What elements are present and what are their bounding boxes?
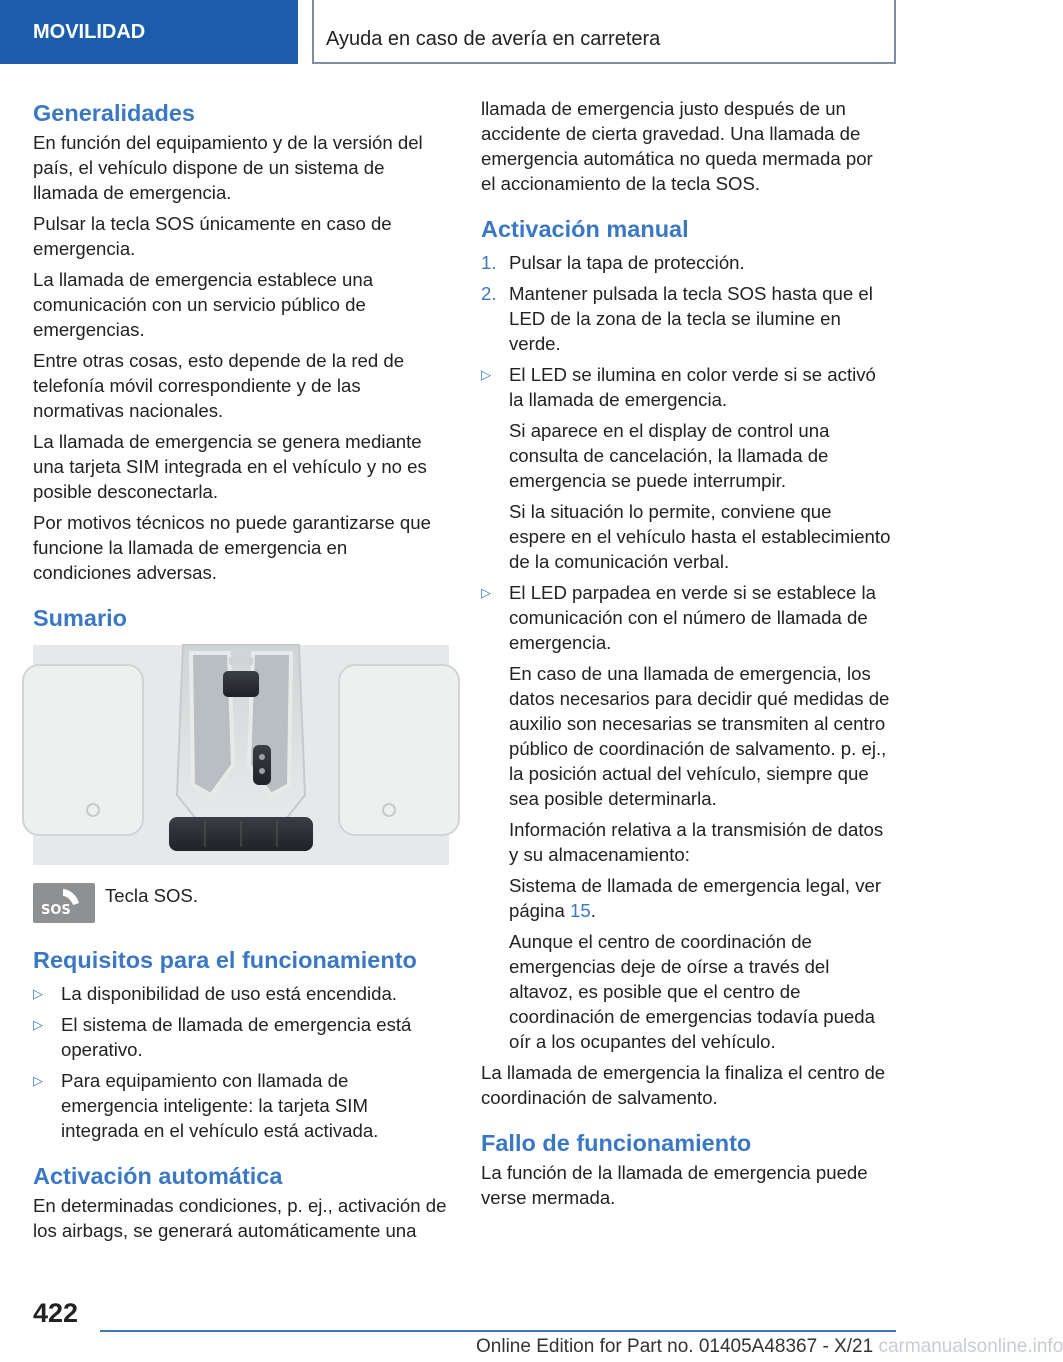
list-item (481, 362, 891, 574)
triangle-bullet-icon: ▷ (33, 1073, 43, 1088)
overhead-console-photo (33, 645, 449, 865)
footer-edition (476, 1336, 1063, 1358)
list-item (33, 1068, 449, 1143)
header-section-label: MOVILIDAD (33, 21, 146, 43)
heading-activacion-manual: Activación manual (481, 216, 689, 242)
heading-fallo-funcionamiento: Fallo de funcionamiento (481, 1130, 752, 1156)
list-item-subtext: Si aparece en el display de control una consulta de cancelación, la llamada de emergencia se puede interrumpir. (509, 420, 830, 491)
list-item-subtext (509, 873, 891, 923)
paragraph: La llamada de emergencia establece una comunicación con un servicio público de emergencias. (33, 269, 374, 340)
list-item (33, 1012, 449, 1062)
paragraph: La llamada de emergencia la finaliza el centro de coordinación de salvamento. (481, 1062, 886, 1108)
list-item-subtext: En caso de una llamada de emergencia, los datos necesarios para decidir qué medidas de auxilio son necesarias se transmiten al centro público de coordinación de salvamento. p. ej., la posición actual del vehículo, siempre que sea posible determinarla. (509, 663, 890, 809)
list-item-subtext: Información relativa a la transmisión de datos y su almacenamiento: (509, 819, 884, 865)
header-section-tab (0, 0, 298, 64)
step-item (481, 250, 891, 275)
paragraph: La función de la llamada de emergencia puede verse mermada. (481, 1162, 868, 1208)
step-item (481, 281, 891, 356)
list-item-text: La disponibilidad de uso está encendida. (61, 983, 397, 1004)
footer-edition-text: Online Edition for Part no. 01405A48367 - X/21 (476, 1336, 874, 1357)
heading-activacion-automatica: Activación automática (33, 1163, 283, 1189)
list-item (481, 580, 891, 1054)
footer-divider (100, 1330, 896, 1332)
list-item (33, 981, 449, 1006)
step-number: 1. (481, 252, 497, 273)
manual-steps-list (481, 250, 891, 356)
list-item-subtext: Aunque el centro de coordinación de emergencias deje de oírse a través del altavoz, es posible que el centro de coordinación de emergencias todavía pueda oír a los ocupantes del vehículo. (509, 931, 875, 1052)
sos-caption: Tecla SOS. (105, 885, 199, 906)
list-item-subtext: Si la situación lo permite, conviene que espere en el vehículo hasta el establecimiento de la comunicación verbal. (509, 501, 891, 572)
heading-sumario: Sumario (33, 605, 128, 631)
page-reference-suffix: . (590, 900, 596, 921)
step-number: 2. (481, 283, 497, 304)
page-reference-text: Sistema de llamada de emergencia legal, ver página (509, 875, 882, 921)
triangle-bullet-icon: ▷ (481, 585, 491, 600)
step-text: Mantener pulsada la tecla SOS hasta que el LED de la zona de la tecla se ilumine en verde. (509, 283, 873, 354)
footer-watermark: carmanualsonline.info (878, 1336, 1063, 1357)
header-chapter-title: Ayuda en caso de avería en carretera (326, 28, 661, 50)
heading-generalidades: Generalidades (33, 100, 195, 126)
sos-phone-icon (33, 883, 95, 923)
list-item-text: Para equipamiento con llamada de emergencia inteligente: la tarjeta SIM integrada en el vehículo está activada. (61, 1070, 379, 1141)
result-list (481, 362, 891, 1054)
page-number: 422 (33, 1298, 79, 1328)
triangle-bullet-icon: ▷ (33, 1017, 43, 1032)
list-item-text: El LED parpadea en verde si se establece la comunicación con el número de llamada de emergencia. (509, 582, 876, 653)
paragraph: llamada de emergencia justo después de un accidente de cierta gravedad. Una llamada de emergencia automática no queda mermada por el accionamiento de la tecla SOS. (481, 98, 873, 194)
heading-requisitos: Requisitos para el funcionamiento (33, 947, 417, 973)
paragraph: Pulsar la tecla SOS únicamente en caso de emergencia. (33, 213, 392, 259)
paragraph: Por motivos técnicos no puede garantizarse que funcione la llamada de emergencia en condiciones adversas. (33, 512, 431, 583)
paragraph: Entre otras cosas, esto depende de la red de telefonía móvil correspondiente y de las normativas nacionales. (33, 350, 405, 421)
sos-legend (33, 883, 449, 923)
list-item-text: El sistema de llamada de emergencia está operativo. (61, 1014, 412, 1060)
sos-icon-text: SOS (41, 903, 71, 918)
left-column (33, 96, 449, 1249)
requirements-list (33, 981, 449, 1143)
triangle-bullet-icon: ▷ (481, 367, 491, 382)
paragraph: En función del equipamiento y de la versión del país, el vehículo dispone de un sistema de llamada de emergencia. (33, 132, 423, 203)
right-column (481, 96, 891, 1216)
triangle-bullet-icon: ▷ (33, 986, 43, 1001)
page-reference-link[interactable]: 15 (570, 900, 591, 921)
paragraph: La llamada de emergencia se genera mediante una tarjeta SIM integrada en el vehículo y no es posible desconectarla. (33, 431, 427, 502)
paragraph: En determinadas condiciones, p. ej., activación de los airbags, se generará automáticamente una (33, 1195, 447, 1241)
list-item-text: El LED se ilumina en color verde si se activó la llamada de emergencia. (509, 364, 876, 410)
overhead-console-illustration (33, 645, 449, 865)
step-text: Pulsar la tapa de protección. (509, 252, 745, 273)
